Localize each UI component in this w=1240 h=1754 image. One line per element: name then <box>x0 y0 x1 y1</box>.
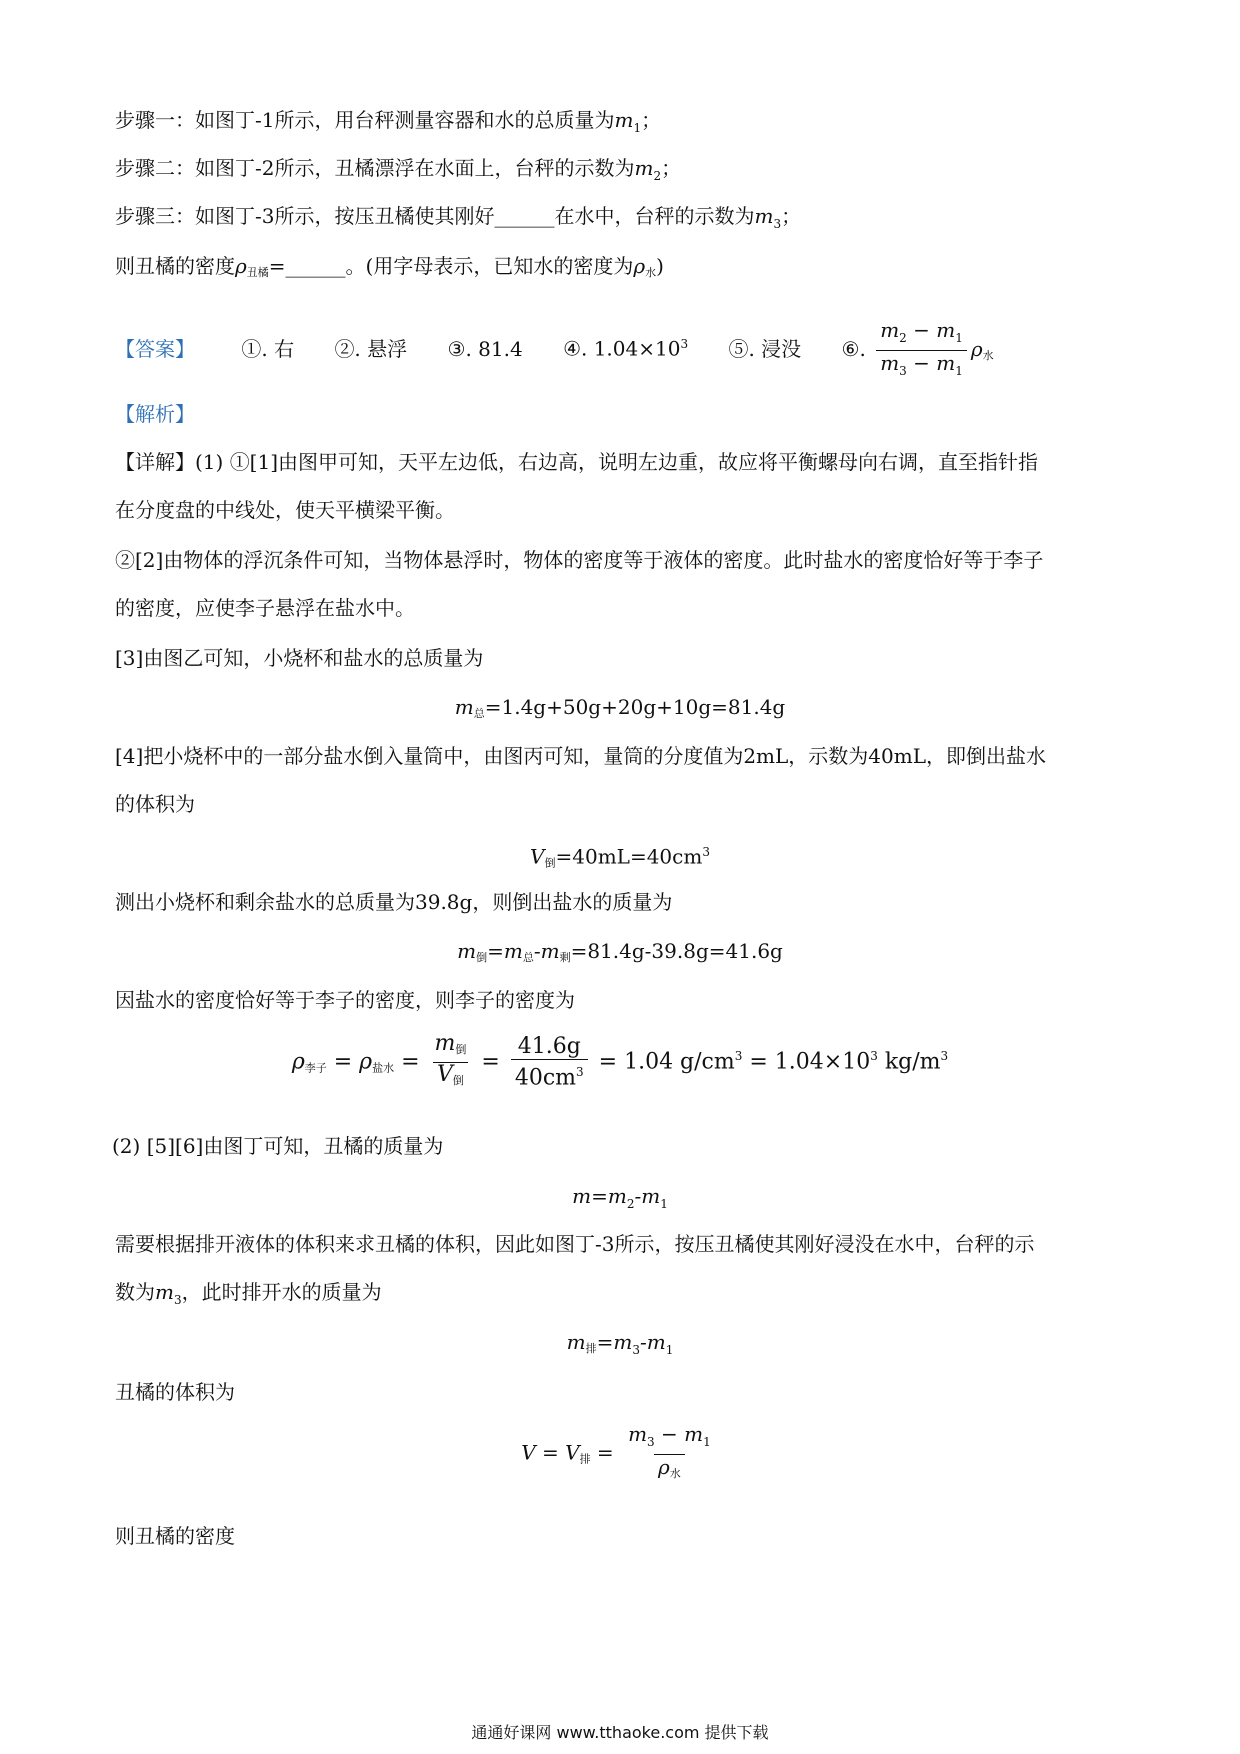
sub: 3 <box>173 1293 182 1307</box>
answer-label: 【答案】 <box>115 337 195 361</box>
step-3-text-b: 在水中，台秤的示数为 <box>554 204 755 228</box>
sub: 倒 <box>455 1043 467 1056</box>
sub: 3 <box>647 1435 655 1449</box>
sub: 总 <box>522 951 534 964</box>
page-footer: 通通好课网 www.tthaoke.com 提供下载 <box>471 1723 769 1742</box>
var: m <box>936 351 956 375</box>
var: m <box>503 939 523 963</box>
eq-text: V = V <box>521 1440 580 1465</box>
equation-3 <box>0 937 1240 972</box>
sup: 3 <box>702 845 710 859</box>
op: − <box>906 351 937 375</box>
answer-fraction <box>876 318 967 383</box>
punct: ； <box>641 108 662 132</box>
sub: 排 <box>585 1342 597 1355</box>
var: m <box>880 351 900 375</box>
sup: 3 <box>940 1049 949 1064</box>
step-3-text: 步骤三：如图丁-3所示，按压丑橘使其刚好 <box>115 204 495 228</box>
fraction-numerator <box>624 1422 715 1454</box>
detail-p5: 测出小烧杯和剩余盐水的总质量为39.8g，则倒出盐水的质量为 <box>115 890 673 914</box>
equation-4 <box>0 1032 1240 1093</box>
answer-item-5: ⑤. 浸没 <box>728 337 802 361</box>
sub: 水 <box>669 1467 681 1480</box>
op: = <box>487 939 504 963</box>
detail-p6: 因盐水的密度恰好等于李子的密度，则李子的密度为 <box>115 988 575 1012</box>
detail-p10: 则丑橘的密度 <box>115 1524 235 1548</box>
detail-p4b: 的体积为 <box>115 792 195 816</box>
sub: 总 <box>473 707 485 720</box>
fraction-denominator <box>654 1454 685 1486</box>
var-sub: 1 <box>633 121 642 135</box>
var: m <box>155 1280 174 1304</box>
step-4-text-b: =______。(用字母表示，已知水的密度为 <box>268 254 634 278</box>
sup: 3 <box>734 1049 743 1064</box>
step-4 <box>115 252 664 287</box>
sub: 李子 <box>304 1061 327 1075</box>
answer-item-4-sup: 3 <box>680 337 689 352</box>
fraction-numerator <box>431 1032 471 1062</box>
sub: 3 <box>899 364 907 378</box>
var: m <box>540 939 560 963</box>
var: V <box>530 844 545 869</box>
eq-text: =m <box>596 1330 633 1354</box>
step-1-text: 步骤一：如图丁-1所示，用台秤测量容器和水的总质量为 <box>115 108 615 132</box>
rho-subscript: 水 <box>982 349 994 362</box>
detail-p8a: 需要根据排开液体的体积来求丑橘的体积，因此如图丁-3所示，按压丑橘使其刚好浸没在水中，台秤的示 <box>115 1232 1035 1256</box>
var-m: m <box>634 156 654 180</box>
sub: 1 <box>955 331 963 345</box>
eq-text: =40mL=40cm <box>555 844 703 869</box>
op: - <box>533 939 541 963</box>
sub: 2 <box>899 331 907 345</box>
fraction-values <box>511 1035 588 1090</box>
equation-6 <box>0 1328 1240 1364</box>
equation-1 <box>0 693 1240 728</box>
eq-text: = 1.04×10 <box>742 1049 871 1075</box>
sub: 3 <box>632 1343 640 1357</box>
detail-p7: (2) [5][6]由图丁可知，丑橘的质量为 <box>112 1134 444 1158</box>
step-2-text: 步骤二：如图丁-2所示，丑橘漂浮在水面上，台秤的示数为 <box>115 156 635 180</box>
var: m <box>628 1422 648 1446</box>
op: = <box>590 1440 621 1465</box>
var: m <box>880 318 900 342</box>
detail-text: (1) ①[1]由图甲可知，天平左边低，右边高，说明左边重，故应将平衡螺母向右调，直至指针指 <box>195 450 1039 474</box>
analysis-label: 【解析】 <box>115 402 195 426</box>
rho-symbol: ρ <box>658 1455 670 1479</box>
sub: 剩 <box>559 951 571 964</box>
sub: 倒 <box>544 856 556 870</box>
answer-item-3: ③. 81.4 <box>447 337 523 361</box>
rho-symbol: ρ <box>235 254 247 278</box>
op: = <box>326 1049 360 1075</box>
equation-2 <box>0 838 1240 878</box>
sub: 倒 <box>476 951 488 964</box>
step-1 <box>115 106 661 142</box>
answer-item-4-text: ④. 1.04×10 <box>563 337 681 361</box>
detail-p2b: 的密度，应使李子悬浮在盐水中。 <box>115 596 415 620</box>
var-m: m <box>614 108 634 132</box>
var: m <box>684 1422 704 1446</box>
eq-text: m=m <box>572 1184 627 1208</box>
rho-symbol: ρ <box>291 1049 305 1075</box>
punct: ； <box>661 156 682 180</box>
answer-item-4 <box>563 330 688 363</box>
rho-symbol: ρ <box>633 254 646 278</box>
op: = <box>394 1049 427 1075</box>
eq-text: kg/m <box>877 1049 941 1075</box>
op: − <box>906 318 937 342</box>
punct: ； <box>781 204 802 228</box>
answer-item-6: ⑥. <box>841 337 866 361</box>
rho-symbol: ρ <box>359 1049 373 1075</box>
answer-item-1: ①. 右 <box>241 337 295 361</box>
text: 数为 <box>115 1280 155 1304</box>
answer-item-2: ②. 悬浮 <box>334 337 408 361</box>
fraction-denominator <box>511 1059 588 1090</box>
detail-p2a: ②[2]由物体的浮沉条件可知，当物体悬浮时，物体的密度等于液体的密度。此时盐水的密度恰好等于李子 <box>115 548 1044 572</box>
eq-text: -m <box>634 1184 661 1208</box>
sub: 倒 <box>452 1074 464 1087</box>
fill-blank: ______ <box>494 204 555 228</box>
rho-subscript: 水 <box>645 266 657 279</box>
equation-7 <box>0 1422 1240 1486</box>
sup: 3 <box>576 1064 584 1079</box>
eq-text: =1.4g+50g+20g+10g=81.4g <box>484 695 786 719</box>
punct: ) <box>656 254 664 278</box>
sub: 1 <box>665 1343 674 1357</box>
op: = <box>474 1049 507 1075</box>
eq-text: -m <box>639 1330 666 1354</box>
op: − <box>654 1422 685 1446</box>
step-3 <box>115 202 801 238</box>
detail-p3: [3]由图乙可知，小烧杯和盐水的总质量为 <box>115 646 484 670</box>
fraction-numerator: 41.6g <box>517 1033 581 1059</box>
sub: 2 <box>626 1197 635 1211</box>
sub: 排 <box>579 1452 591 1466</box>
detail-p9: 丑橘的体积为 <box>115 1380 235 1404</box>
step-2 <box>115 154 681 190</box>
text: ，此时排开水的质量为 <box>181 1280 382 1304</box>
eq-text: = 1.04 g/cm <box>591 1049 735 1075</box>
sub: 盐水 <box>372 1061 395 1075</box>
answer-row <box>115 318 994 383</box>
var: m <box>434 1031 456 1056</box>
detail-label: 【详解】 <box>115 450 195 474</box>
var: V <box>437 1062 453 1087</box>
var-sub: 2 <box>653 169 662 183</box>
eq-text: =81.4g-39.8g=41.6g <box>570 939 783 963</box>
step-4-text: 则丑橘的密度 <box>115 254 235 278</box>
var: m <box>936 318 956 342</box>
fraction-denominator <box>433 1062 468 1093</box>
equation-5 <box>0 1182 1240 1218</box>
den-text: 40cm <box>514 1065 577 1091</box>
var: m <box>566 1330 586 1354</box>
rho-subscript: 丑橘 <box>246 266 269 279</box>
sub: 1 <box>703 1435 711 1449</box>
var: m <box>454 695 474 719</box>
var-m: m <box>754 204 774 228</box>
detail-p4a: [4]把小烧杯中的一部分盐水倒入量筒中，由图丙可知，量筒的分度值为2mL，示数为40mL，即倒出盐水 <box>115 744 1046 768</box>
fraction-volume <box>624 1422 715 1486</box>
detail-p1b: 在分度盘的中线处，使天平横梁平衡。 <box>115 498 455 522</box>
detail-p1a <box>115 448 1038 476</box>
sub: 1 <box>955 364 963 378</box>
rho-symbol: ρ <box>970 337 983 361</box>
sup: 3 <box>870 1049 878 1064</box>
fraction-m-over-v <box>431 1032 471 1093</box>
var: m <box>457 939 477 963</box>
fraction-denominator <box>876 350 967 383</box>
var-sub: 3 <box>773 217 782 231</box>
detail-p8b <box>115 1278 382 1314</box>
fraction-numerator <box>876 318 967 350</box>
sub: 1 <box>660 1197 668 1211</box>
